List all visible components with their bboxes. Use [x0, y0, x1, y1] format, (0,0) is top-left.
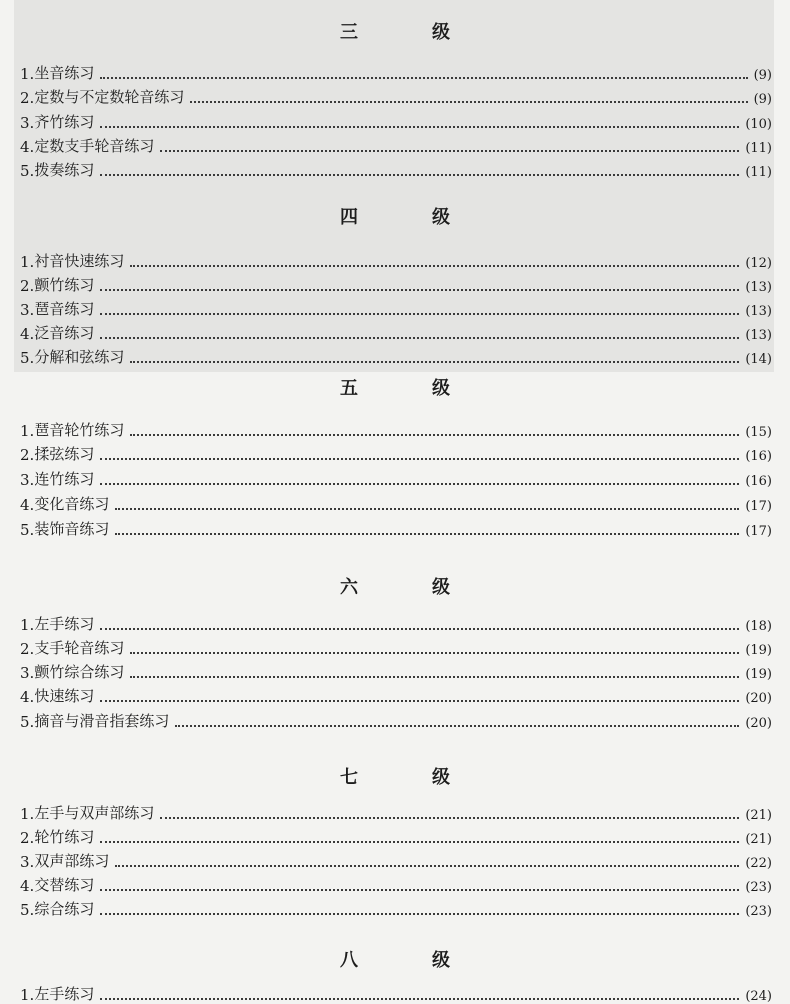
- entry-title: 交替练习: [34, 876, 95, 894]
- heading-suffix: 级: [432, 767, 450, 788]
- entry-title: 摘音与滑音指套练习: [34, 712, 170, 730]
- entry-page: (14): [745, 352, 772, 367]
- entry-number: 2.: [20, 89, 35, 107]
- entry-title: 揉弦练习: [34, 445, 95, 463]
- entry-page: (13): [745, 304, 772, 319]
- toc-entry[interactable]: [20, 899, 772, 919]
- toc-entry[interactable]: [20, 494, 772, 514]
- entry-title: 支手轮音练习: [34, 639, 125, 657]
- section-heading-level-5: [340, 374, 450, 400]
- entry-title: 定数与不定数轮音练习: [34, 88, 185, 106]
- toc-entry[interactable]: [20, 299, 772, 319]
- entry-page: (9): [753, 92, 772, 107]
- entry-number: 1.: [20, 65, 35, 83]
- entry-page: (15): [745, 425, 772, 440]
- toc-entry[interactable]: [20, 87, 772, 107]
- heading-suffix: 级: [432, 22, 450, 43]
- entry-title: 变化音练习: [34, 495, 110, 513]
- dot-leader: [160, 149, 739, 152]
- entry-title: 快速练习: [34, 687, 95, 705]
- entry-number: 5.: [20, 521, 35, 539]
- toc-entry[interactable]: [20, 444, 772, 464]
- toc-entry[interactable]: [20, 469, 772, 489]
- toc-entry[interactable]: [20, 614, 772, 634]
- toc-entry[interactable]: [20, 136, 772, 156]
- dot-leader: [115, 532, 739, 535]
- entry-number: 2.: [20, 640, 35, 658]
- dot-leader: [115, 864, 739, 867]
- dot-leader: [100, 125, 739, 128]
- entry-title: 综合练习: [34, 900, 95, 918]
- entry-number: 1.: [20, 805, 35, 823]
- entry-number: 4.: [20, 688, 35, 706]
- dot-leader: [130, 433, 739, 436]
- toc-entry[interactable]: [20, 323, 772, 343]
- section-heading-level-7: [340, 763, 450, 789]
- entry-page: (24): [745, 989, 772, 1004]
- entry-number: 3.: [20, 114, 35, 132]
- heading-suffix: 级: [432, 378, 450, 399]
- entry-title: 分解和弦练习: [34, 348, 125, 366]
- entry-page: (11): [745, 165, 772, 180]
- toc-entry[interactable]: [20, 827, 772, 847]
- dot-leader: [130, 360, 739, 363]
- dot-leader: [100, 912, 739, 915]
- entry-number: 3.: [20, 664, 35, 682]
- toc-entry[interactable]: [20, 112, 772, 132]
- dot-leader: [130, 651, 739, 654]
- dot-leader: [100, 888, 739, 891]
- dot-leader: [100, 76, 747, 79]
- dot-leader: [130, 675, 739, 678]
- dot-leader: [100, 699, 739, 702]
- heading-numeral: 三: [340, 22, 358, 43]
- entry-title: 拨奏练习: [34, 161, 95, 179]
- entry-number: 4.: [20, 496, 35, 514]
- dot-leader: [160, 816, 739, 819]
- entry-number: 3.: [20, 471, 35, 489]
- entry-page: (19): [745, 667, 772, 682]
- dot-leader: [100, 627, 739, 630]
- entry-number: 1.: [20, 616, 35, 634]
- toc-entry[interactable]: [20, 519, 772, 539]
- section-heading-level-6: [340, 573, 450, 599]
- toc-entry[interactable]: [20, 686, 772, 706]
- entry-page: (11): [745, 141, 772, 156]
- entry-title: 琶音轮竹练习: [34, 421, 125, 439]
- toc-entry[interactable]: [20, 984, 772, 1004]
- entry-number: 4.: [20, 138, 35, 156]
- entry-page: (13): [745, 328, 772, 343]
- entry-title: 轮竹练习: [34, 828, 95, 846]
- entry-title: 颤竹练习: [34, 276, 95, 294]
- dot-leader: [100, 312, 739, 315]
- section-heading-level-8: [340, 946, 450, 972]
- dot-leader: [100, 288, 739, 291]
- entry-number: 1.: [20, 422, 35, 440]
- entry-number: 2.: [20, 446, 35, 464]
- entry-number: 1.: [20, 253, 35, 271]
- entry-title: 左手与双声部练习: [34, 804, 155, 822]
- dot-leader: [115, 507, 739, 510]
- heading-numeral: 六: [340, 577, 358, 598]
- heading-suffix: 级: [432, 577, 450, 598]
- entry-title: 颤竹综合练习: [34, 663, 125, 681]
- entry-title: 琶音练习: [34, 300, 95, 318]
- dot-leader: [175, 724, 739, 727]
- toc-entry[interactable]: [20, 347, 772, 367]
- entry-page: (19): [745, 643, 772, 658]
- dot-leader: [100, 173, 739, 176]
- dot-leader: [100, 457, 739, 460]
- entry-title: 双声部练习: [34, 852, 110, 870]
- entry-page: (16): [745, 449, 772, 464]
- entry-number: 2.: [20, 829, 35, 847]
- section-heading-level-3: [340, 18, 450, 44]
- toc-entry[interactable]: [20, 160, 772, 180]
- entry-title: 定数支手轮音练习: [34, 137, 155, 155]
- entry-number: 1.: [20, 986, 35, 1004]
- entry-number: 4.: [20, 325, 35, 343]
- toc-entry[interactable]: [20, 251, 772, 271]
- heading-numeral: 五: [340, 378, 358, 399]
- entry-page: (20): [745, 691, 772, 706]
- entry-page: (23): [745, 904, 772, 919]
- entry-title: 齐竹练习: [34, 113, 95, 131]
- toc-entry[interactable]: [20, 420, 772, 440]
- entry-title: 左手练习: [34, 615, 95, 633]
- entry-number: 2.: [20, 277, 35, 295]
- entry-page: (18): [745, 619, 772, 634]
- entry-page: (22): [745, 856, 772, 871]
- entry-page: (17): [745, 499, 772, 514]
- dot-leader: [100, 336, 739, 339]
- toc-entry[interactable]: [20, 851, 772, 871]
- section-heading-level-4: [340, 203, 450, 229]
- entry-number: 3.: [20, 301, 35, 319]
- entry-title: 装饰音练习: [34, 520, 110, 538]
- entry-page: (12): [745, 256, 772, 271]
- entry-title: 左手练习: [34, 985, 95, 1003]
- entry-page: (13): [745, 280, 772, 295]
- entry-page: (10): [745, 117, 772, 132]
- dot-leader: [100, 482, 739, 485]
- heading-suffix: 级: [432, 207, 450, 228]
- entry-title: 泛音练习: [34, 324, 95, 342]
- toc-entry[interactable]: [20, 711, 772, 731]
- entry-page: (21): [745, 832, 772, 847]
- entry-title: 坐音练习: [34, 64, 95, 82]
- dot-leader: [130, 264, 739, 267]
- entry-page: (9): [753, 68, 772, 83]
- entry-number: 4.: [20, 877, 35, 895]
- toc-entry[interactable]: [20, 275, 772, 295]
- dot-leader: [190, 100, 747, 103]
- toc-entry[interactable]: [20, 875, 772, 895]
- toc-entry[interactable]: [20, 63, 772, 83]
- dot-leader: [100, 840, 739, 843]
- toc-entry[interactable]: [20, 803, 772, 823]
- heading-suffix: 级: [432, 950, 450, 971]
- entry-number: 5.: [20, 901, 35, 919]
- heading-numeral: 八: [340, 950, 358, 971]
- entry-page: (17): [745, 524, 772, 539]
- entry-number: 5.: [20, 713, 35, 731]
- toc-entry[interactable]: [20, 662, 772, 682]
- entry-title: 连竹练习: [34, 470, 95, 488]
- heading-numeral: 七: [340, 767, 358, 788]
- entry-page: (20): [745, 716, 772, 731]
- entry-page: (21): [745, 808, 772, 823]
- entry-number: 3.: [20, 853, 35, 871]
- entry-page: (16): [745, 474, 772, 489]
- toc-entry[interactable]: [20, 638, 772, 658]
- entry-number: 5.: [20, 162, 35, 180]
- heading-numeral: 四: [340, 207, 358, 228]
- entry-title: 衬音快速练习: [34, 252, 125, 270]
- entry-page: (23): [745, 880, 772, 895]
- entry-number: 5.: [20, 349, 35, 367]
